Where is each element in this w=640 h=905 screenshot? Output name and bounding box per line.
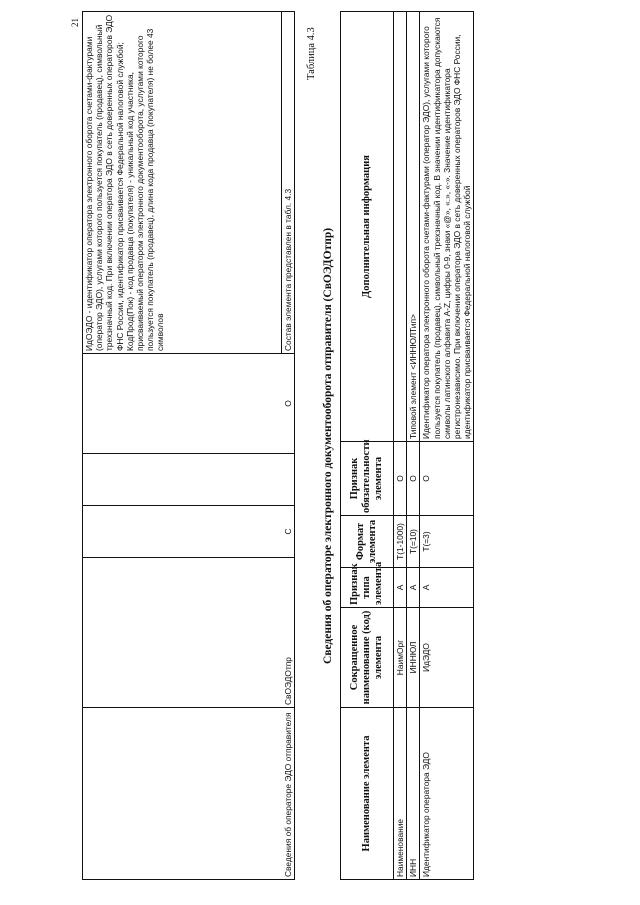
element-required: О	[83, 354, 295, 454]
element-required: О	[420, 442, 474, 516]
element-name: Наименование	[394, 708, 407, 880]
table-title: Сведения об операторе электронного документооборота отправителя (СвОЭДОтпр)	[322, 227, 334, 665]
element-type: А	[394, 568, 407, 608]
element-code: СвОЭДОтпр	[83, 558, 295, 708]
element-format: T(=3)	[420, 516, 474, 568]
element-format: T(1-1000)	[394, 516, 407, 568]
table-label: Таблица 4.3	[306, 27, 317, 80]
continuation-table	[82, 11, 295, 880]
element-type: А	[407, 568, 420, 608]
element-name: ИНН	[407, 708, 420, 880]
document-page	[70, 0, 630, 880]
table-row	[394, 12, 407, 880]
table-row	[407, 12, 420, 880]
column-header: Формат элемента	[341, 516, 394, 568]
element-code: ИдЭДО	[420, 608, 474, 708]
column-header: Признак обязательности элемента	[341, 442, 394, 516]
table-row	[420, 12, 474, 880]
element-type: А	[420, 568, 474, 608]
element-info: ИдОЭДО - идентификатор оператора электронного оборота счетами-фактурами (оператор ЭДО), услугами которого пользуется покупатель (продавец), символьный трехзначный код. При включении оператора ЭДО в сеть доверенных операторов ЭДО ФНС России, идентификатор присваивается Федеральной налоговой службой; КодПрод(Пок) - код продавца (покупателя) - уникальный код участника, присваиваемый оператором электронного документооборота, услугами которого пользуется покупатель (продавец), длина кода продавца (покупателя) не более 43 символов	[83, 12, 282, 354]
element-info	[394, 12, 407, 442]
column-header: Сокращенное наименование (код) элемента	[341, 608, 394, 708]
element-info: Типовой элемент <ИННЮЛТип>	[407, 12, 420, 442]
table-header-row	[341, 12, 394, 880]
element-format: T(=10)	[407, 516, 420, 568]
element-info-composition: Состав элемента представлен в табл. 4.3	[282, 12, 295, 354]
element-format	[83, 454, 295, 506]
element-name: Идентификатор оператора ЭДО	[420, 708, 474, 880]
element-required: О	[407, 442, 420, 516]
element-code: ИННЮЛ	[407, 608, 420, 708]
element-required: О	[394, 442, 407, 516]
element-code: НаимОрг	[394, 608, 407, 708]
page-number: 21	[70, 18, 80, 27]
element-info: Идентификатор оператора электронного оборота счетами-фактурами (оператор ЭДО), услугами которого пользуется покупатель (продавец), символьный трехзначный код. В значении идентификатора допускаются символы латинского алфавита A-Z, цифры 0-9, знаки «@», «.», «-». Значение идентификатора регистронезависимо. При включении оператора ЭДО в сеть доверенных операторов ЭДО ФНС России, идентификатор присваивается Федеральной налоговой службой	[420, 12, 474, 442]
element-name: Сведения об операторе ЭДО отправителя	[83, 708, 295, 880]
column-header: Наименование элемента	[341, 708, 394, 880]
column-header: Признак типа элемента	[341, 568, 394, 608]
element-type: С	[83, 506, 295, 558]
column-header: Дополнительная информация	[341, 12, 394, 442]
table-4-3	[340, 11, 474, 880]
table-row	[83, 12, 282, 880]
